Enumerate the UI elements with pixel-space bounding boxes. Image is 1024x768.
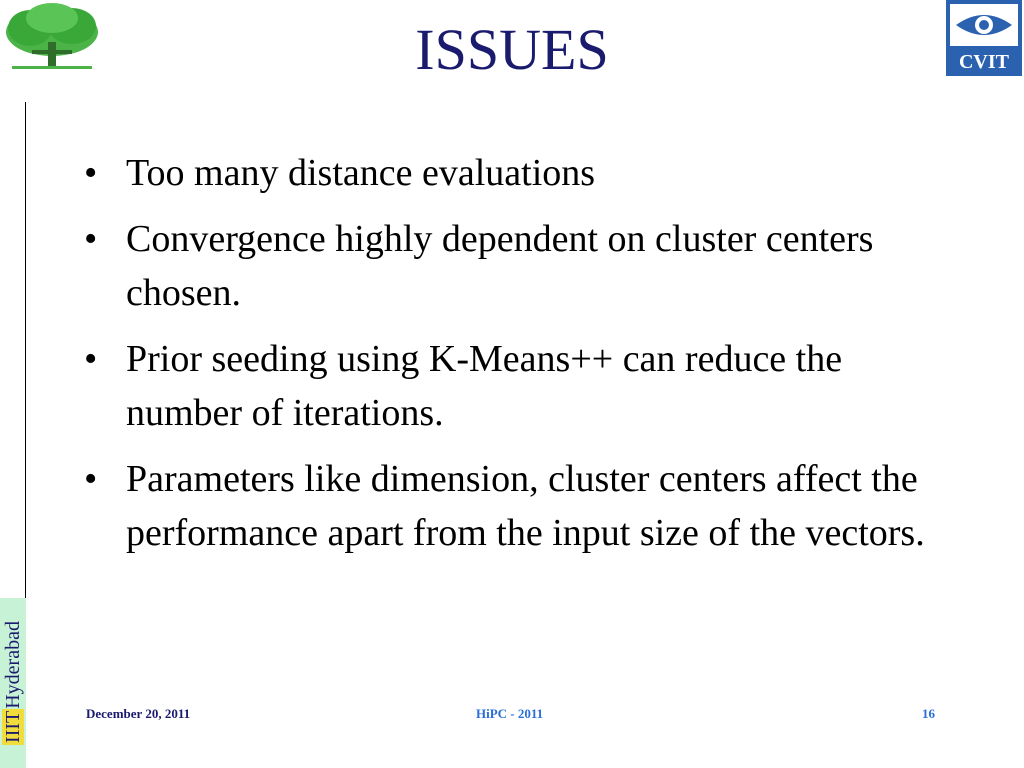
footer-conference: HiPC - 2011 [476,706,544,721]
side-label-iiit: IIIT [2,710,24,743]
side-institution-label [0,598,26,768]
bullet-item: • Parameters like dimension, cluster centers affect the performance apart from the input size of the vectors. [80,452,940,560]
bullet-item: • Convergence highly dependent on cluster centers chosen. [80,212,940,320]
footer-date: December 20, 2011 [86,706,191,721]
side-label-hyderabad: Hyderabad [2,621,24,709]
bullet-list [80,146,940,572]
slide-title: ISSUES [415,17,609,82]
bullet-item: • Too many distance evaluations [80,146,940,200]
cvit-logo-text: CVIT [958,51,1010,73]
bullet-item: • Prior seeding using K-Means++ can reduce the number of iterations. [80,332,940,440]
footer-page-number: 16 [922,706,935,721]
left-divider-line [25,102,26,600]
